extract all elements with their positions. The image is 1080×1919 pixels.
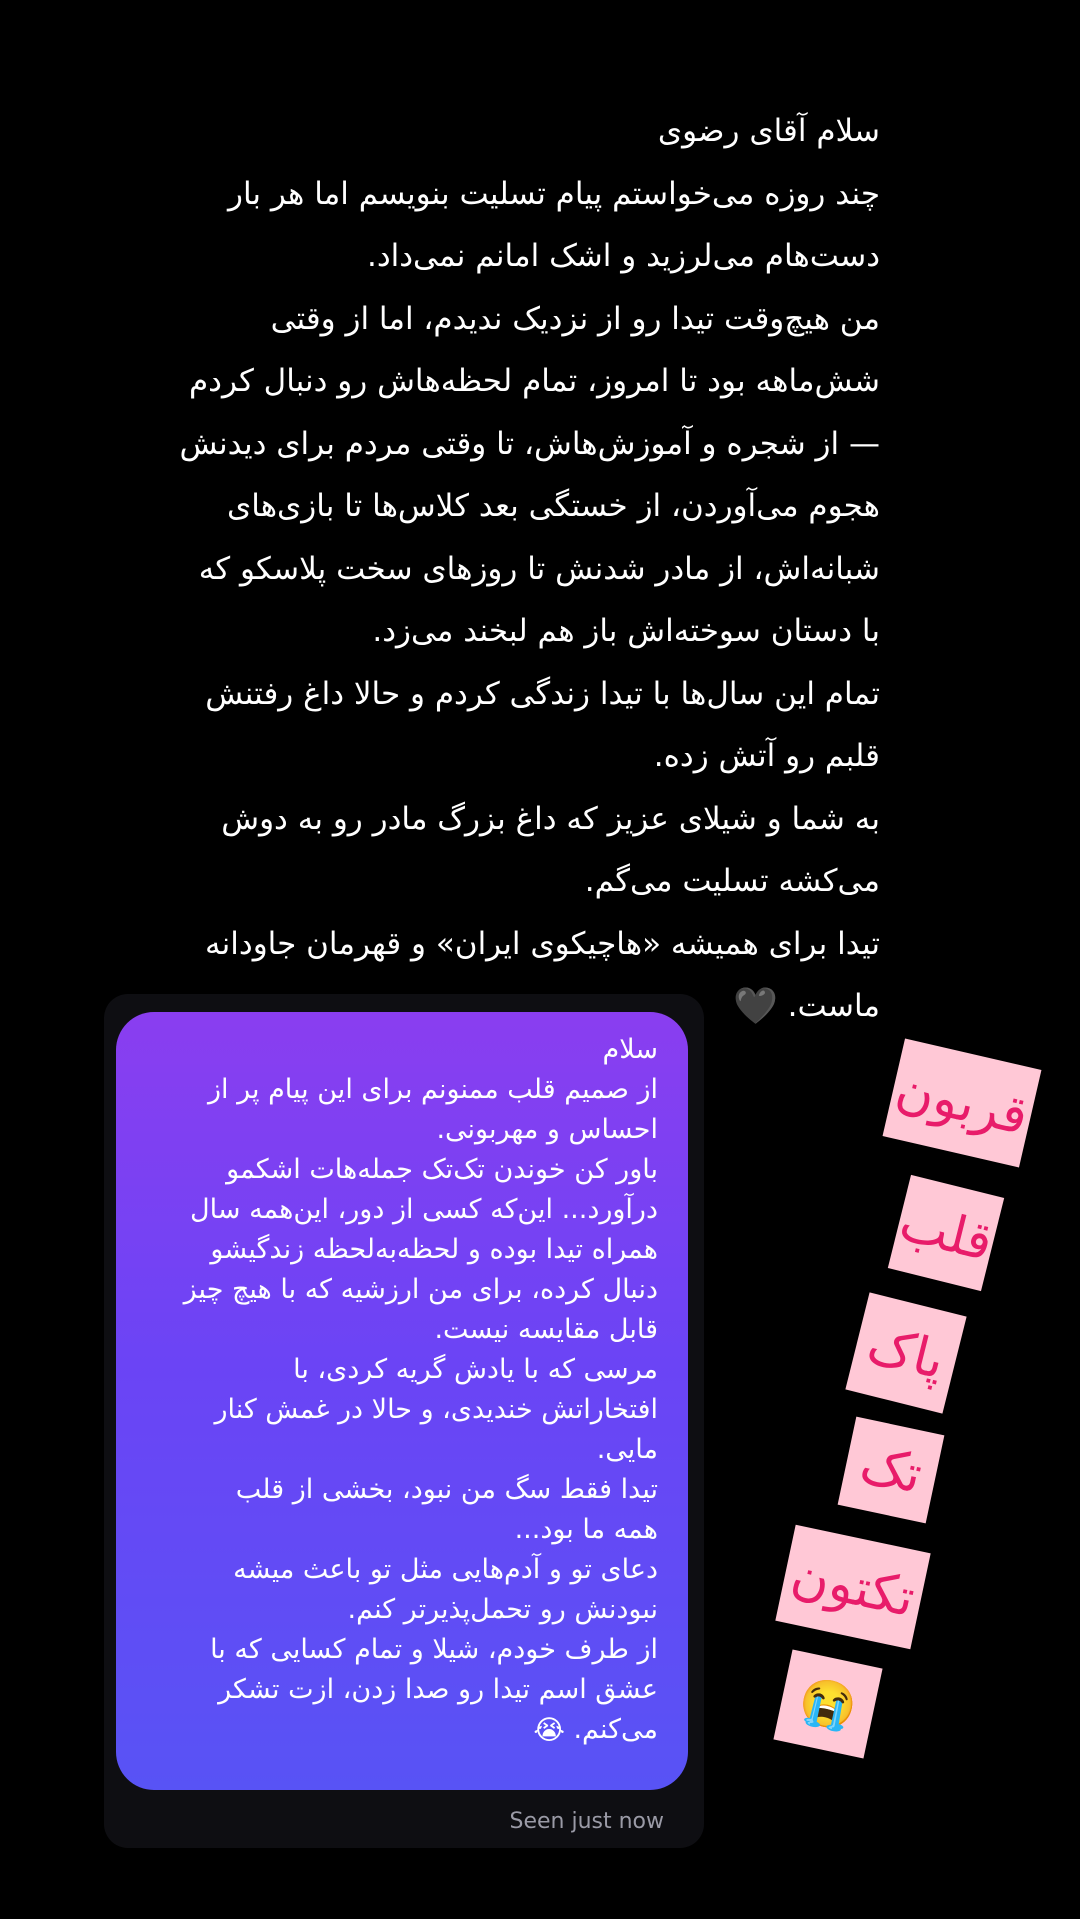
- sent-reply-bubble[interactable]: [116, 1012, 688, 1790]
- reply-line: [136, 1710, 658, 1751]
- reply-line: دعای تو و آدم‌هایی مثل تو باعث میشه: [233, 1554, 658, 1585]
- sticker-ghalb[interactable]: [888, 1175, 1004, 1291]
- reply-line: باور کن خوندن تک‌تک جمله‌هات اشکمو: [226, 1154, 658, 1185]
- crying-face-icon: 😭: [794, 1671, 862, 1736]
- sticker-text: پاک: [861, 1314, 951, 1392]
- reply-line: مایی.: [596, 1434, 658, 1465]
- reply-line: قابل مقایسه نیست.: [434, 1314, 658, 1345]
- message-line: با دستان سوخته‌اش باز هم لبخند می‌زد.: [372, 613, 880, 649]
- message-line: هجوم می‌آوردن، از خستگی بعد کلاس‌ها تا بازی‌های: [226, 488, 880, 524]
- reply-line: مرسی که با یادش گریه کردی، با: [293, 1354, 658, 1385]
- message-line: سلام آقای رضوی: [657, 113, 880, 149]
- sticker-text: قربون: [890, 1058, 1034, 1148]
- crying-face-icon: 😭: [533, 1714, 565, 1746]
- message-line: تیدا برای همیشه «هاچیکوی ایران» و قهرمان جاودانه: [205, 925, 880, 962]
- sticker-ghorboon[interactable]: [883, 1039, 1042, 1168]
- reply-line: احساس و مهربونی.: [436, 1114, 658, 1145]
- reply-line: نبودنش رو تحمل‌پذیرتر کنم.: [347, 1594, 658, 1625]
- message-line: من هیچ‌وقت تیدا رو از نزدیک ندیدم، اما از وقتی: [270, 300, 880, 337]
- message-line: شش‌ماهه بود تا امروز، تمام لحظه‌هاش رو دنبال کردم: [188, 363, 880, 399]
- message-line: می‌کشه تسلیت می‌گم.: [584, 863, 880, 899]
- message-line: تمام این سال‌ها با تیدا زندگی کردم و حالا داغ رفتنش: [205, 675, 880, 712]
- seen-status: Seen just now: [509, 1809, 664, 1834]
- sticker-crying[interactable]: [773, 1649, 882, 1758]
- message-line: شبانه‌اش، از مادر شدنش تا روزهای سخت پلاسکو که: [198, 550, 880, 587]
- sticker-text: تک: [854, 1434, 928, 1506]
- received-message[interactable]: [120, 100, 880, 1039]
- reply-line: سلام: [602, 1034, 658, 1065]
- sticker-text: قلب: [893, 1192, 999, 1274]
- message-last-text: ماست.: [787, 988, 880, 1024]
- reply-line: از طرف خودم، شیلا و تمام کسایی که با: [210, 1634, 658, 1665]
- reply-last-text: می‌کنم.: [573, 1714, 658, 1745]
- reply-line: تیدا فقط سگ من نبود، بخشی از قلب: [235, 1474, 658, 1505]
- reply-line: همراه تیدا بوده و لحظه‌به‌لحظه زندگیشو: [210, 1234, 658, 1265]
- reply-line: دنبال کرده، برای من ارزشیه که با هیچ چیز: [183, 1274, 658, 1305]
- reply-line: درآورد... این‌که کسی از دور، این‌همه سال: [190, 1194, 658, 1225]
- sticker-text: تکتون: [786, 1544, 920, 1630]
- message-line: قلبم رو آتش زده.: [653, 738, 880, 774]
- sticker-stack: [760, 1050, 1080, 1770]
- reply-panel: [104, 994, 704, 1848]
- sticker-pak[interactable]: [845, 1292, 966, 1413]
- message-line: چند روزه می‌خواستم پیام تسلیت بنویسم اما هر بار: [228, 175, 880, 212]
- sticker-taktoon[interactable]: [775, 1525, 930, 1650]
- reply-line: افتخاراتش خندیدی، و حالا در غمش کنار: [214, 1394, 658, 1425]
- reply-line: عشق اسم تیدا رو صدا زدن، ازت تشکر: [218, 1674, 658, 1705]
- black-heart-icon: 🖤: [732, 986, 778, 1028]
- sticker-tak[interactable]: [838, 1417, 945, 1524]
- message-line: دست‌هام می‌لرزید و اشک امانم نمی‌داد.: [366, 238, 880, 274]
- reply-line: همه ما بود...: [514, 1514, 658, 1545]
- reply-line: از صمیم قلب ممنونم برای این پیام پر از: [207, 1074, 658, 1105]
- message-line: — از شجره و آموزش‌هاش، تا وقتی مردم برای دیدنش: [179, 425, 880, 462]
- message-line: به شما و شیلای عزیز که داغ بزرگ مادر رو به دوش: [221, 800, 880, 837]
